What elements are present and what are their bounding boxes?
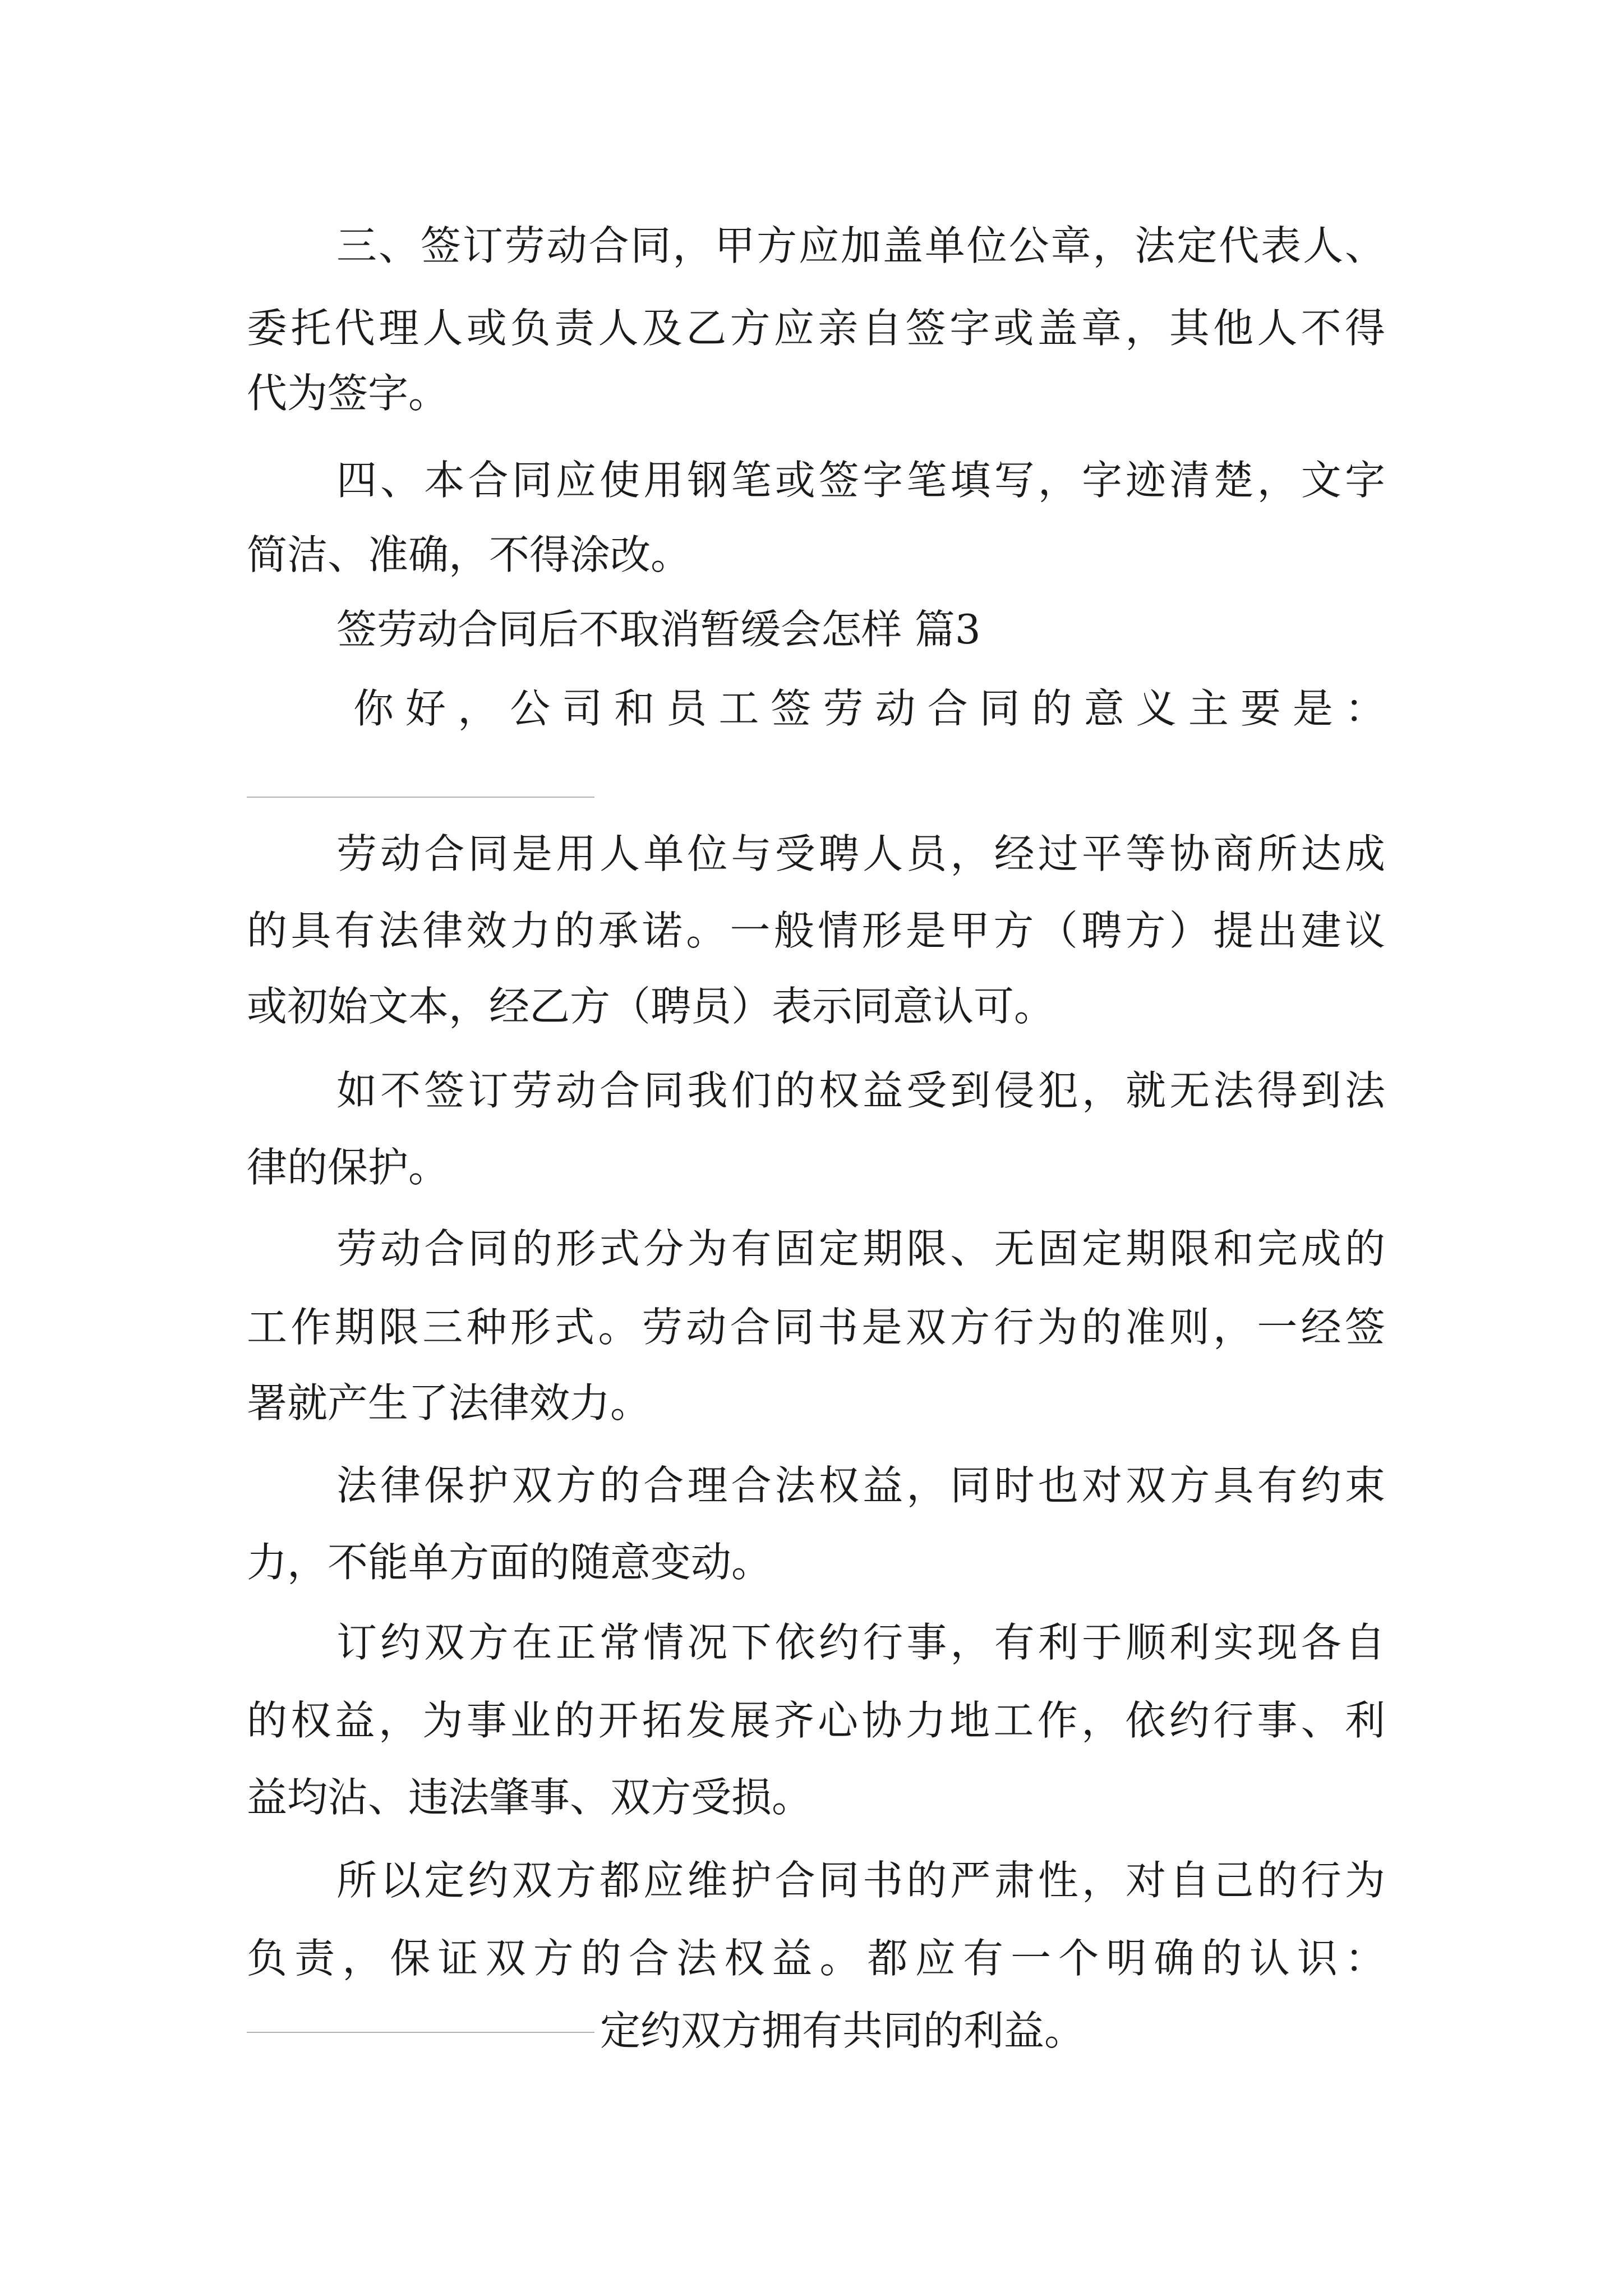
paragraph-line: 你好，公司和员工签劳动合同的意义主要是： [353,685,1385,732]
paragraph-line: 劳动合同是用人单位与受聘人员，经过平等协商所达成 [336,830,1385,877]
paragraph-line: 益均沾、违法肇事、双方受损。 [247,1774,813,1821]
paragraph-line: 代为签字。 [247,370,449,417]
paragraph-line: 劳动合同的形式分为有固定期限、无固定期限和完成的 [336,1225,1385,1272]
paragraph-line: 四、本合同应使用钢笔或签字笔填写，字迹清楚，文字 [336,457,1385,504]
horizontal-rule [247,797,594,798]
paragraph-line: 委托代理人或负责人及乙方应亲自签字或盖章，其他人不得 [247,305,1385,352]
paragraph-line: 力，不能单方面的随意变动。 [247,1539,772,1586]
paragraph-line: 的权益，为事业的开拓发展齐心协力地工作，依约行事、利 [247,1697,1385,1744]
paragraph-line: 署就产生了法律效力。 [247,1379,651,1427]
paragraph-line: 订约双方在正常情况下依约行事，有利于顺利实现各自 [336,1619,1385,1666]
paragraph-line: 律的保护。 [247,1144,449,1191]
paragraph-line: 如不签订劳动合同我们的权益受到侵犯，就无法得到法 [336,1067,1385,1114]
paragraph-line: 定约双方拥有共同的利益。 [600,2007,1085,2054]
paragraph-line: 或初始文本，经乙方（聘员）表示同意认可。 [247,983,1055,1030]
paragraph-line: 法律保护双方的合理合法权益，同时也对双方具有约束 [336,1462,1385,1509]
paragraph-line: 所以定约双方都应维护合同书的严肃性，对自己的行为 [336,1857,1385,1904]
horizontal-rule [247,2032,594,2033]
paragraph-line: 简洁、准确，不得涂改。 [247,531,691,578]
paragraph-line: 负责，保证双方的合法权益。都应有一个明确的认识： [247,1935,1385,1982]
paragraph-line: 工作期限三种形式。劳动合同书是双方行为的准则，一经签 [247,1304,1385,1351]
section-heading: 签劳动合同后不取消暂缓会怎样 篇3 [336,606,981,653]
paragraph-line: 三、签订劳动合同，甲方应加盖单位公章，法定代表人、 [336,222,1385,269]
paragraph-line: 的具有法律效力的承诺。一般情形是甲方（聘方）提出建议 [247,907,1385,954]
